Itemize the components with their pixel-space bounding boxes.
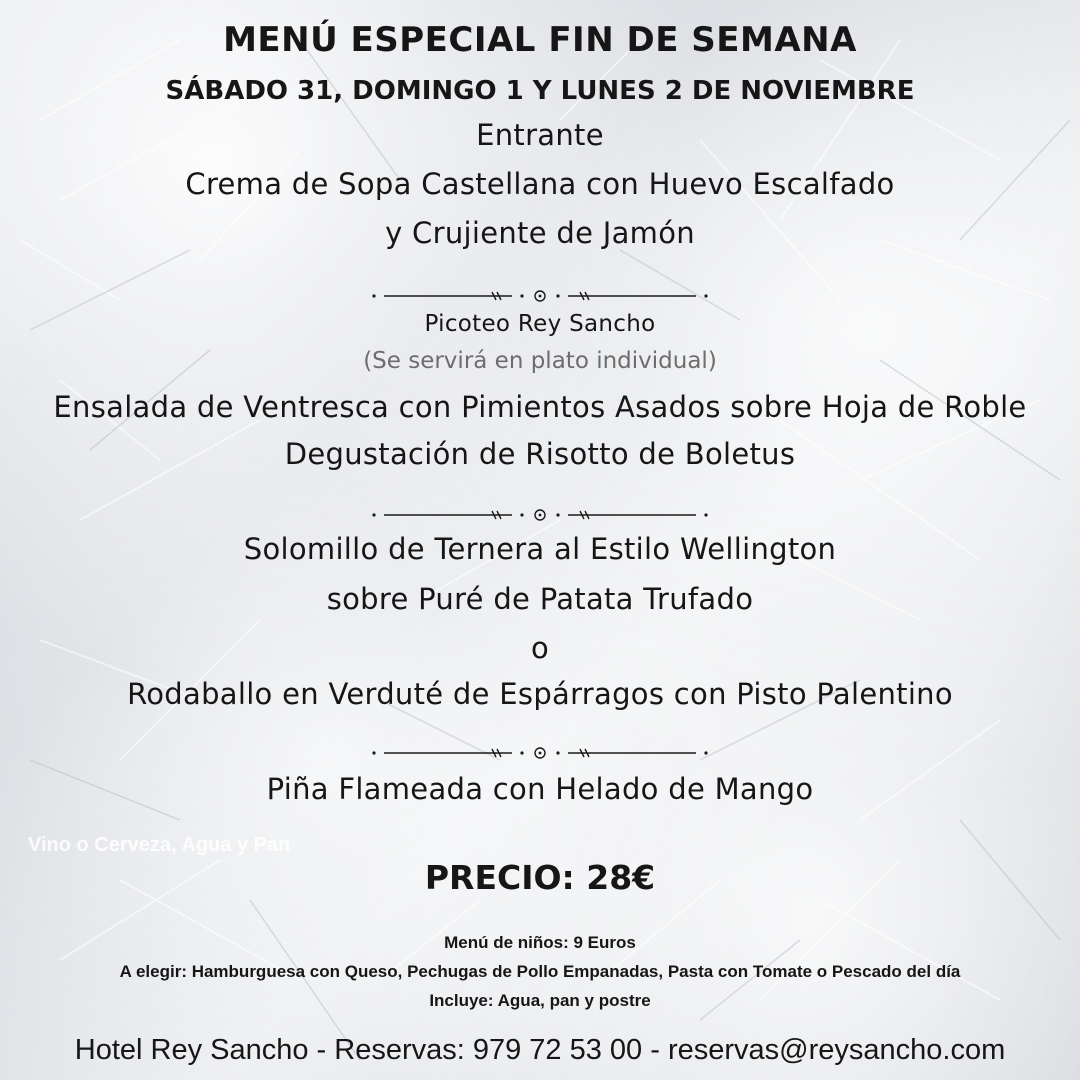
price: PRECIO: 28€	[424, 858, 656, 897]
main-dish-line-2: sobre Puré de Patata Trufado	[326, 582, 754, 616]
starter-dish-line-1: Crema de Sopa Castellana con Huevo Escalfado	[185, 167, 895, 201]
main-dish-line-3: Rodaballo en Verduté de Espárragos con Pisto Palentino	[127, 677, 953, 711]
picoteo-item-2: Degustación de Risotto de Boletus	[284, 437, 796, 471]
menu-dates: SÁBADO 31, DOMINGO 1 Y LUNES 2 DE NOVIEMBRE	[165, 76, 915, 106]
ornamental-divider-icon	[370, 286, 710, 306]
drinks-note: Vino o Cerveza, Agua y Pan	[28, 834, 291, 856]
main-dish-or: o	[530, 631, 550, 665]
main-dish-line-1: Solomillo de Ternera al Estilo Wellington	[243, 532, 837, 566]
contact-footer: Hotel Rey Sancho - Reservas: 979 72 53 00 - reservas@reysancho.com	[74, 1034, 1006, 1066]
starter-dish-line-2: y Crujiente de Jamón	[385, 216, 695, 250]
starter-heading: Entrante	[476, 118, 604, 152]
kids-menu-includes: Incluye: Agua, pan y postre	[429, 991, 651, 1010]
ornamental-divider-icon	[370, 505, 710, 525]
menu-title: MENÚ ESPECIAL FIN DE SEMANA	[223, 20, 857, 60]
kids-menu-title: Menú de niños: 9 Euros	[444, 933, 636, 952]
ornamental-divider-icon	[370, 743, 710, 763]
picoteo-item-1: Ensalada de Ventresca con Pimientos Asados sobre Hoja de Roble	[53, 390, 1027, 424]
kids-menu-options: A elegir: Hamburguesa con Queso, Pechugas de Pollo Empanadas, Pasta con Tomate o Pescado del día	[119, 962, 961, 981]
dessert: Piña Flameada con Helado de Mango	[266, 772, 814, 806]
picoteo-heading: Picoteo Rey Sancho	[424, 311, 656, 337]
picoteo-note: (Se servirá en plato individual)	[363, 348, 717, 374]
